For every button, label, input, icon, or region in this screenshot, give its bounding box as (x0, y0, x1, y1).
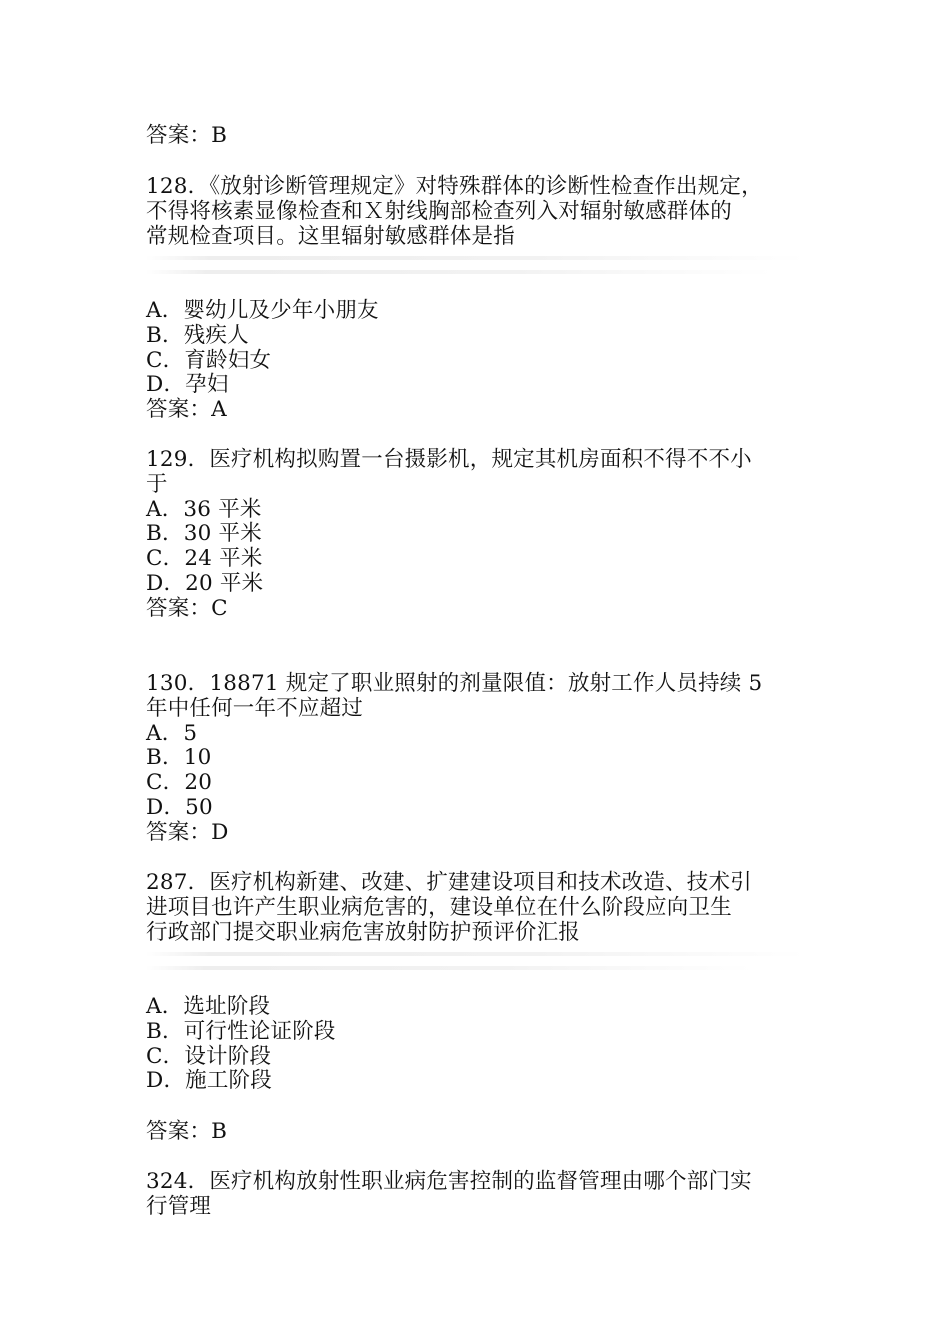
answer-text: 答案：D (146, 819, 229, 845)
option-a: A．36 平米 (146, 496, 262, 522)
question-line: 287．医疗机构新建、改建、扩建建设项目和技术改造、技术引 (146, 870, 752, 895)
option-b: B．残疾人 (146, 322, 249, 348)
option-a: A．选址阶段 (146, 994, 271, 1019)
option-c: C．24 平米 (146, 546, 263, 572)
faint-line (146, 256, 806, 260)
option-d: D．50 (146, 794, 213, 820)
question-line: 行政部门提交职业病危害放射防护预评价汇报 (146, 919, 581, 945)
question-line: 进项目也许产生职业病危害的，建设单位在什么阶段应向卫生 (146, 894, 732, 920)
option-c: C．设计阶段 (146, 1043, 272, 1069)
question-line: 年中任何一年不应超过 (146, 695, 364, 721)
option-c: C．育龄妇女 (146, 347, 272, 373)
question-line: 于 (146, 471, 168, 497)
faint-line (146, 966, 753, 970)
options-287 (146, 995, 826, 1094)
faint-line (146, 952, 806, 956)
answer-text: 答案：B (146, 123, 228, 148)
question-130 (146, 672, 826, 846)
option-b: B．30 平米 (146, 521, 262, 547)
option-a: A．5 (146, 720, 198, 746)
faint-watermark-text (146, 246, 806, 292)
answer-text: 答案：B (146, 1119, 228, 1144)
question-line: 128．《放射诊断管理规定》对特殊群体的诊断性检查作出规定， (146, 174, 763, 199)
answer-line (146, 1120, 826, 1145)
faint-line (146, 270, 773, 274)
answer-text: 答案：C (146, 595, 228, 621)
question-line: 130．18871 规定了职业照射的剂量限值：放射工作人员持续 5 (146, 671, 763, 696)
answer-text: 答案：A (146, 397, 227, 423)
option-d: D．孕妇 (146, 372, 229, 398)
option-d: D．20 平米 (146, 570, 264, 596)
question-line: 不得将核素显像检查和Ｘ射线胸部检查列入对辐射敏感群体的 (146, 198, 732, 224)
answer-line (146, 124, 826, 149)
question-line: 129．医疗机构拟购置一台摄影机，规定其机房面积不得不不小 (146, 447, 752, 472)
question-128 (146, 175, 826, 249)
options-128 (146, 299, 826, 423)
option-b: B．10 (146, 745, 212, 771)
question-line: 常规检查项目。这里辐射敏感群体是指 (146, 223, 515, 249)
question-line: 324．医疗机构放射性职业病危害控制的监督管理由哪个部门实 (146, 1169, 752, 1194)
question-324 (146, 1170, 826, 1220)
question-129 (146, 448, 826, 622)
option-b: B．可行性论证阶段 (146, 1018, 336, 1044)
option-a: A．婴幼儿及少年小朋友 (146, 298, 379, 323)
option-c: C．20 (146, 770, 213, 796)
question-line: 行管理 (146, 1193, 212, 1219)
question-287 (146, 871, 826, 945)
option-d: D．施工阶段 (146, 1068, 272, 1094)
faint-watermark-text (146, 942, 806, 988)
